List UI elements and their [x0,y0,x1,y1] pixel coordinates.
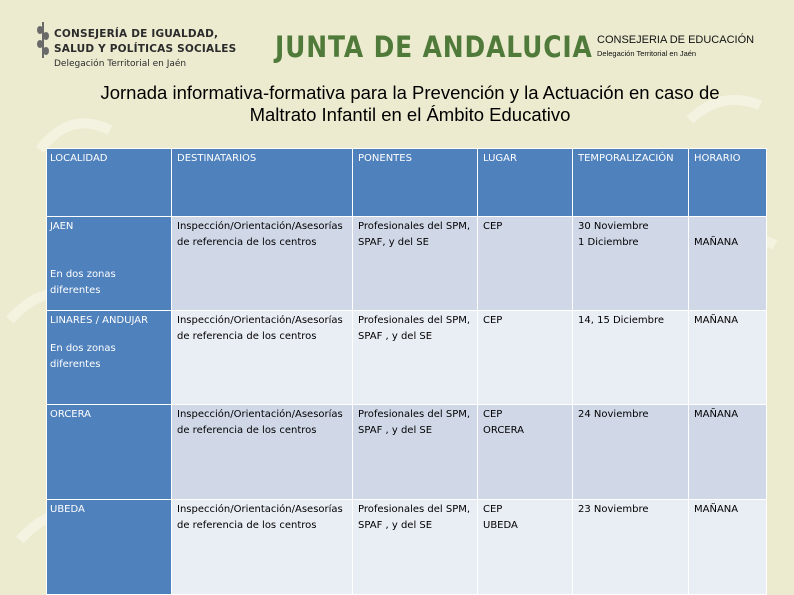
cell-ponentes: Profesionales del SPM, SPAF , y del SE [353,500,478,595]
cell-lugar: CEP [478,217,573,311]
lugar-name: CEP [483,504,503,515]
localidad-note: En dos zonas diferentes [50,269,116,296]
lugar-sub: ORCERA [483,425,525,436]
cell-ponentes: Profesionales del SPM, SPAF, y del SE [353,217,478,311]
cell-lugar [478,405,573,500]
junta-de-andalucia-brand: JUNTA DE ANDALUCIA [275,30,593,64]
cell-temporalizacion: 14, 15 Diciembre [573,311,689,405]
page-title [40,82,780,126]
horario-value: MAÑANA [694,237,739,248]
cell-localidad [47,311,172,405]
header-horario: HORARIO [689,149,767,217]
cell-localidad [47,217,172,311]
fecha-2: 1 Diciembre [578,237,639,248]
header-localidad: LOCALIDAD [47,149,172,217]
cell-temporalizacion: 24 Noviembre [573,405,689,500]
logo-line-3: Delegación Territorial en Jaén [54,59,187,69]
cell-horario [689,217,767,311]
cell-temporalizacion [573,217,689,311]
localidad-name: JAEN [50,221,74,232]
cell-horario: MAÑANA [689,311,767,405]
cell-ponentes: Profesionales del SPM, SPAF , y del SE [353,405,478,500]
schedule-table [46,148,767,595]
fecha-1: 30 Noviembre [578,221,649,232]
logo-line-2: SALUD Y POLÍTICAS SOCIALES [54,43,237,55]
cell-temporalizacion: 23 Noviembre [573,500,689,595]
lugar-name: CEP [483,409,503,420]
table-row [47,405,767,500]
cell-ponentes: Profesionales del SPM, SPAF , y del SE [353,311,478,405]
table-row [47,217,767,311]
cell-horario: MAÑANA [689,405,767,500]
header-lugar: LUGAR [478,149,573,217]
table-header-row [47,149,767,217]
table-row [47,311,767,405]
cell-lugar: CEP [478,311,573,405]
cell-horario: MAÑANA [689,500,767,595]
delegation-name: Delegación Territorial en Jaén [597,49,697,58]
cell-destinatarios: Inspección/Orientación/Asesorías de referencia de los centros [172,217,353,311]
consejeria-igualdad-logo [36,18,237,74]
table-row [47,500,767,595]
junta-emblem-icon [36,20,50,60]
department-name: CONSEJERIA DE EDUCACIÓN [597,34,755,46]
cell-localidad: UBEDA [47,500,172,595]
page-title-line-2: Maltrato Infantil en el Ámbito Educativo [249,104,571,125]
localidad-name: LINARES / ANDUJAR [50,315,149,326]
logo-line-1: CONSEJERÍA DE IGUALDAD, [54,28,219,40]
cell-localidad: ORCERA [47,405,172,500]
cell-destinatarios: Inspección/Orientación/Asesorías de referencia de los centros [172,311,353,405]
lugar-sub: UBEDA [483,520,518,531]
page-title-line-1: Jornada informativa-formativa para la Prevención y la Actuación en caso de [100,82,720,103]
header-destinatarios: DESTINATARIOS [172,149,353,217]
cell-destinatarios: Inspección/Orientación/Asesorías de referencia de los centros [172,405,353,500]
cell-lugar [478,500,573,595]
cell-destinatarios: Inspección/Orientación/Asesorías de referencia de los centros [172,500,353,595]
localidad-note: En dos zonas diferentes [50,343,116,370]
header-temporalizacion: TEMPORALIZACIÓN [573,149,689,217]
header-ponentes: PONENTES [353,149,478,217]
